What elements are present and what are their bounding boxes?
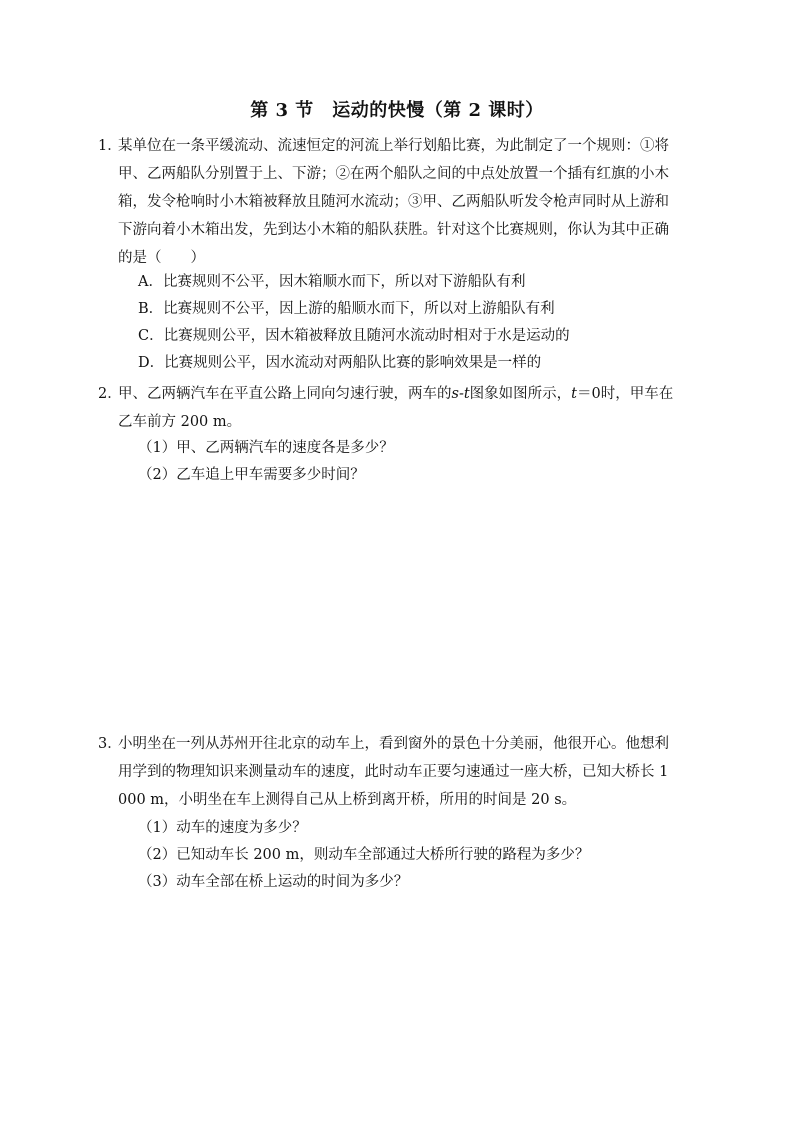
question-2-text <box>118 380 678 436</box>
page-title: 第 3 节 运动的快慢（第 2 课时） <box>250 100 544 121</box>
question-2-st-symbol: s-t <box>451 386 470 402</box>
question-2-text-b: 图象如图所示， <box>469 386 572 402</box>
question-3-sub-3: （3）动车全部在桥上运动的时间为多少？ <box>138 874 409 890</box>
question-1-option-b: B．比赛规则不公平，因上游的船顺水而下，所以对上游船队有利 <box>138 301 555 317</box>
question-3 <box>98 730 678 814</box>
question-1-text: 某单位在一条平缓流动、流速恒定的河流上举行划船比赛，为此制定了一个规则：①将甲、乙两船队分别置于上、下游；②在两个船队之间的中点处放置一个插有红旗的小木箱，发令枪响时小木箱被释放且随河水流动；③甲、乙两船队听发令枪声同时从上游和下游向着小木箱出发，先到达小木箱的船队获胜。针对这个比赛规则，你认为其中正确的是（ ） <box>118 138 669 266</box>
question-1-option-c: C．比赛规则公平，因木箱被释放且随河水流动时相对于水是运动的 <box>138 328 570 344</box>
question-2-t-symbol: t <box>571 386 577 402</box>
question-2-sub-2: （2）乙车追上甲车需要多少时间？ <box>138 467 365 483</box>
question-2-number: 2． <box>98 386 122 402</box>
question-1-number: 1． <box>98 138 122 154</box>
question-1-option-a: A．比赛规则不公平，因木箱顺水而下，所以对下游船队有利 <box>138 274 526 290</box>
question-2-sub-1: （1）甲、乙两辆汽车的速度各是多少？ <box>138 440 394 456</box>
question-2 <box>98 380 678 436</box>
question-2-text-a: 甲、乙两辆汽车在平直公路上同向匀速行驶，两车的 <box>118 386 452 402</box>
question-1-option-d: D．比赛规则公平，因水流动对两船队比赛的影响效果是一样的 <box>138 355 542 371</box>
question-1 <box>98 132 678 272</box>
question-2-text-c: ＝0时，甲车在乙车前方 200 m。 <box>118 386 674 430</box>
question-3-sub-2: （2）已知动车长 200 m，则动车全部通过大桥所行驶的路程为多少？ <box>138 847 590 863</box>
question-3-text: 小明坐在一列从苏州开往北京的动车上，看到窗外的景色十分美丽，他很开心。他想利用学到的物理知识来测量动车的速度，此时动车正要匀速通过一座大桥，已知大桥长 1 000 m，小明坐在车上测得自己从上桥到离开桥，所用的时间是 20 s。 <box>118 736 669 808</box>
question-3-number: 3． <box>98 736 122 752</box>
question-3-sub-1: （1）动车的速度为多少？ <box>138 820 307 836</box>
